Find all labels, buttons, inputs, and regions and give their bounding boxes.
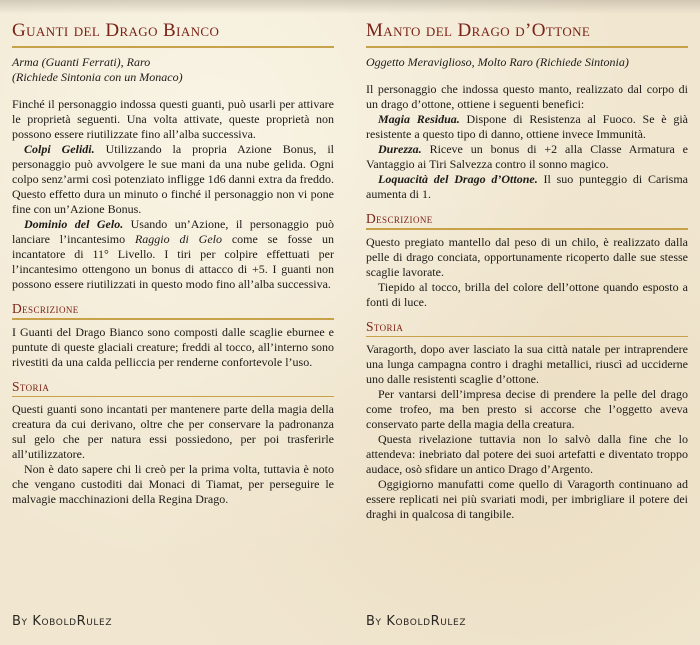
feature-text: come se fosse un incantatore di 11° Livello. I tiri per colpire effettuati per l’incantesimo ottengono un bonus di attacco di +5. I guanti non possono essere riutilizzati in questo modo fino all’alba successiva. (12, 232, 334, 291)
section-heading-description: Descrizione (12, 301, 79, 316)
section-divider (366, 228, 688, 230)
subtitle-line: Arma (Guanti Ferrati), Raro (12, 55, 151, 69)
author-byline: By KoboldRulez (366, 614, 467, 629)
section-divider (12, 318, 334, 320)
section-divider (12, 396, 334, 398)
item-subtitle (12, 55, 334, 85)
feature-text: Riceve un bonus di +2 alla Classe Armatura e Vantaggio ai Tiri Salvezza contro il sonno magico. (366, 142, 688, 171)
section-heading-description: Descrizione (366, 211, 433, 226)
feature-name: Dominio del Gelo. (24, 217, 124, 231)
section-heading-story: Storia (366, 318, 404, 334)
title-divider (12, 46, 334, 48)
feature-paragraph (366, 172, 688, 202)
feature-text: Utilizzando la propria Azione Bonus, il personaggio può avvolgere le sue mani da una nube gelida. Ogni colpo senz’armi così potenziato infligge 1d6 danni extra da freddo. Questo effetto dura un minuto o finché il personaggio non vi pone fine con un’Azione Bonus. (12, 142, 334, 216)
spell-name: Raggio di Gelo (134, 232, 222, 246)
story-paragraph: Questa rivelazione tuttavia non lo salvò dalla fine che lo attendeva: inebriato dal potere dei suoi artefatti e diventato troppo audace, osò sfidare un antico Drago d’Argento. (366, 432, 688, 476)
intro-paragraph: Finché il personaggio indossa questi guanti, può usarli per attivare le proprietà seguenti. Una volta attivate, queste proprietà non possono essere riutilizzate fino all’alba successiva. (12, 97, 334, 141)
feature-text: Dispone di Resistenza al Fuoco. Se è già resistente a questo tipo di danno, ottiene invece Immunità. (366, 112, 689, 141)
story-paragraph: Oggigiorno manufatti come quello di Varagorth continuano ad essere replicati nei più svariati modi, per imbrigliare il potere dei draghi in qualcosa di tangibile. (366, 477, 688, 521)
story-paragraph: Non è dato sapere chi li creò per la prima volta, tuttavia è noto che vengano custoditi dai Monaci di Tiamat, per perseguire le malvagie macchinazioni della Regina Drago. (12, 462, 334, 506)
subtitle-line: (Richiede Sintonia con un Monaco) (12, 70, 183, 84)
description-paragraph: I Guanti del Drago Bianco sono composti dalle scaglie eburnee e puntute di queste glaciali creature; freddi al tocco, all’interno sono rivestiti da una calda pelliccia per renderne confortevole l’uso. (12, 324, 334, 369)
feature-paragraph (366, 112, 688, 142)
item-title: Guanti del Drago Bianco (12, 20, 220, 41)
feature-name: Colpi Gelidi. (24, 142, 95, 156)
feature-name: Durezza. (378, 142, 422, 156)
section-divider (366, 336, 688, 338)
feature-name: Magia Residua. (378, 112, 460, 126)
story-paragraph: Per vantarsi dell’impresa decise di prendere la pelle del drago come trofeo, ma ben presto si accorse che l’oggetto aveva conservato parte della magia della creatura. (366, 387, 688, 431)
item-subtitle: Oggetto Meraviglioso, Molto Raro (Richiede Sintonia) (366, 55, 629, 69)
right-column (366, 8, 688, 522)
intro-paragraph: Il personaggio che indossa questo manto, realizzato dal corpo di un drago d’ottone, ottiene i seguenti benefici: (366, 82, 688, 111)
item-title: Manto del Drago d’Ottone (366, 20, 591, 41)
story-paragraph: Varagorth, dopo aver lasciato la sua città natale per intraprendere una lunga campagna contro i draghi metallici, riuscì ad ucciderne uno dalle resistenti scaglie d’ottone. (366, 342, 688, 386)
feature-text: Il suo punteggio di Carisma aumenta di 1. (366, 172, 688, 201)
left-column (12, 8, 334, 507)
feature-name: Loquacità del Drago d’Ottone. (378, 172, 538, 186)
section-heading-story: Storia (12, 378, 50, 394)
feature-paragraph (366, 142, 688, 172)
author-byline: By KoboldRulez (12, 614, 113, 629)
story-paragraph: Questi guanti sono incantati per mantenere parte della magia della creatura da cui derivano, oltre che per conservare la padronanza sul gelo che per natura essi possiedono, per poi trasferirle all’utilizzatore. (12, 402, 334, 461)
title-divider (366, 46, 688, 48)
feature-paragraph (12, 217, 334, 292)
description-paragraph: Questo pregiato mantello dal peso di un chilo, è realizzato dalla pelle di drago conciata, opportunamente ricoperto dalle sue stesse scaglie lavorate. (366, 234, 688, 279)
feature-paragraph (12, 142, 334, 217)
feature-text: Usando un’Azione, il personaggio può lanciare l’incantesimo (12, 217, 334, 246)
description-paragraph: Tiepido al tocco, brilla del colore dell’ottone quando esposto a fonti di luce. (366, 279, 688, 309)
